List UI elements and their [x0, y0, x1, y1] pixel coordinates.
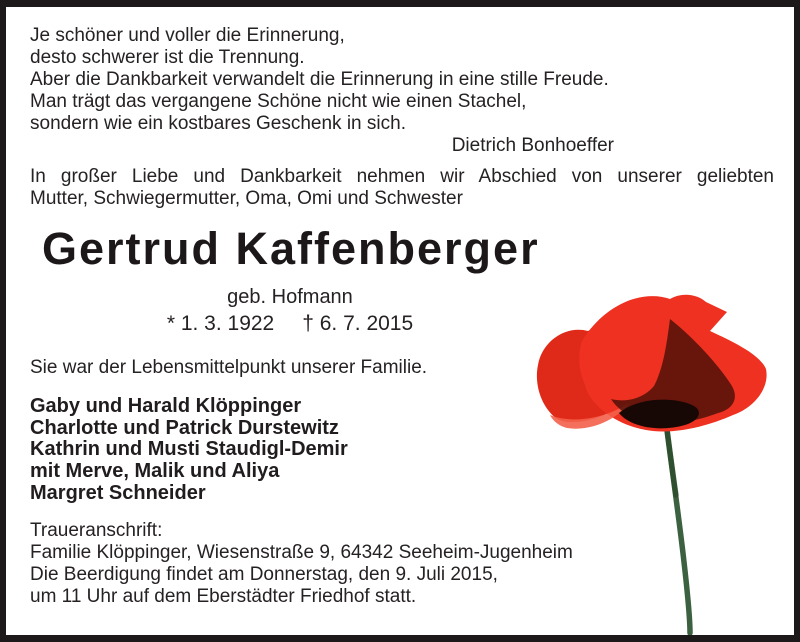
- intro-line: Mutter, Schwiegermutter, Oma, Omi und Schwester: [30, 188, 463, 209]
- life-dates: [30, 312, 550, 336]
- birth-date: * 1. 3. 1922: [166, 312, 275, 335]
- death-date: † 6. 7. 2015: [302, 312, 414, 335]
- mourner-line: Kathrin und Musti Staudigl-Demir: [30, 438, 348, 461]
- mourner-line: Margret Schneider: [30, 481, 206, 504]
- quote-line: Aber die Dankbarkeit verwandelt die Erinnerung in eine stille Freude.: [30, 69, 609, 90]
- quote-line: desto schwerer ist die Trennung.: [30, 47, 305, 68]
- funeral-line: um 11 Uhr auf dem Eberstädter Friedhof statt.: [30, 586, 417, 607]
- address-line: Familie Klöppinger, Wiesenstraße 9, 64342 Seeheim-Jugenheim: [30, 542, 573, 563]
- quote-block: [30, 25, 616, 157]
- funeral-line: Die Beerdigung findet am Donnerstag, den 9. Juli 2015,: [30, 564, 498, 585]
- mourner-line: Charlotte und Patrick Durstewitz: [30, 416, 339, 439]
- quote-line: sondern wie ein kostbares Geschenk in sich.: [30, 113, 406, 134]
- poppy-stem-shade: [666, 422, 676, 495]
- mourners-list: [30, 396, 348, 505]
- maiden-name: geb. Hofmann: [227, 286, 353, 308]
- quote-line: Je schöner und voller die Erinnerung,: [30, 25, 345, 46]
- address-label: Traueranschrift:: [30, 520, 163, 541]
- quote-line: Man trägt das vergangene Schöne nicht wie einen Stachel,: [30, 91, 527, 112]
- deceased-name: Gertrud Kaffenberger: [42, 223, 540, 274]
- intro-paragraph: [30, 166, 774, 210]
- funeral-info: [30, 520, 573, 608]
- intro-line: In großer Liebe und Dankbarkeit nehmen wir Abschied von unserer geliebten: [30, 166, 774, 187]
- quote-attribution: Dietrich Bonhoeffer: [451, 135, 614, 156]
- mourner-line: mit Merve, Malik und Aliya: [30, 460, 280, 483]
- tribute-line: Sie war der Lebensmittelpunkt unserer Familie.: [30, 357, 428, 378]
- mourner-line: Gaby und Harald Klöppinger: [30, 395, 302, 417]
